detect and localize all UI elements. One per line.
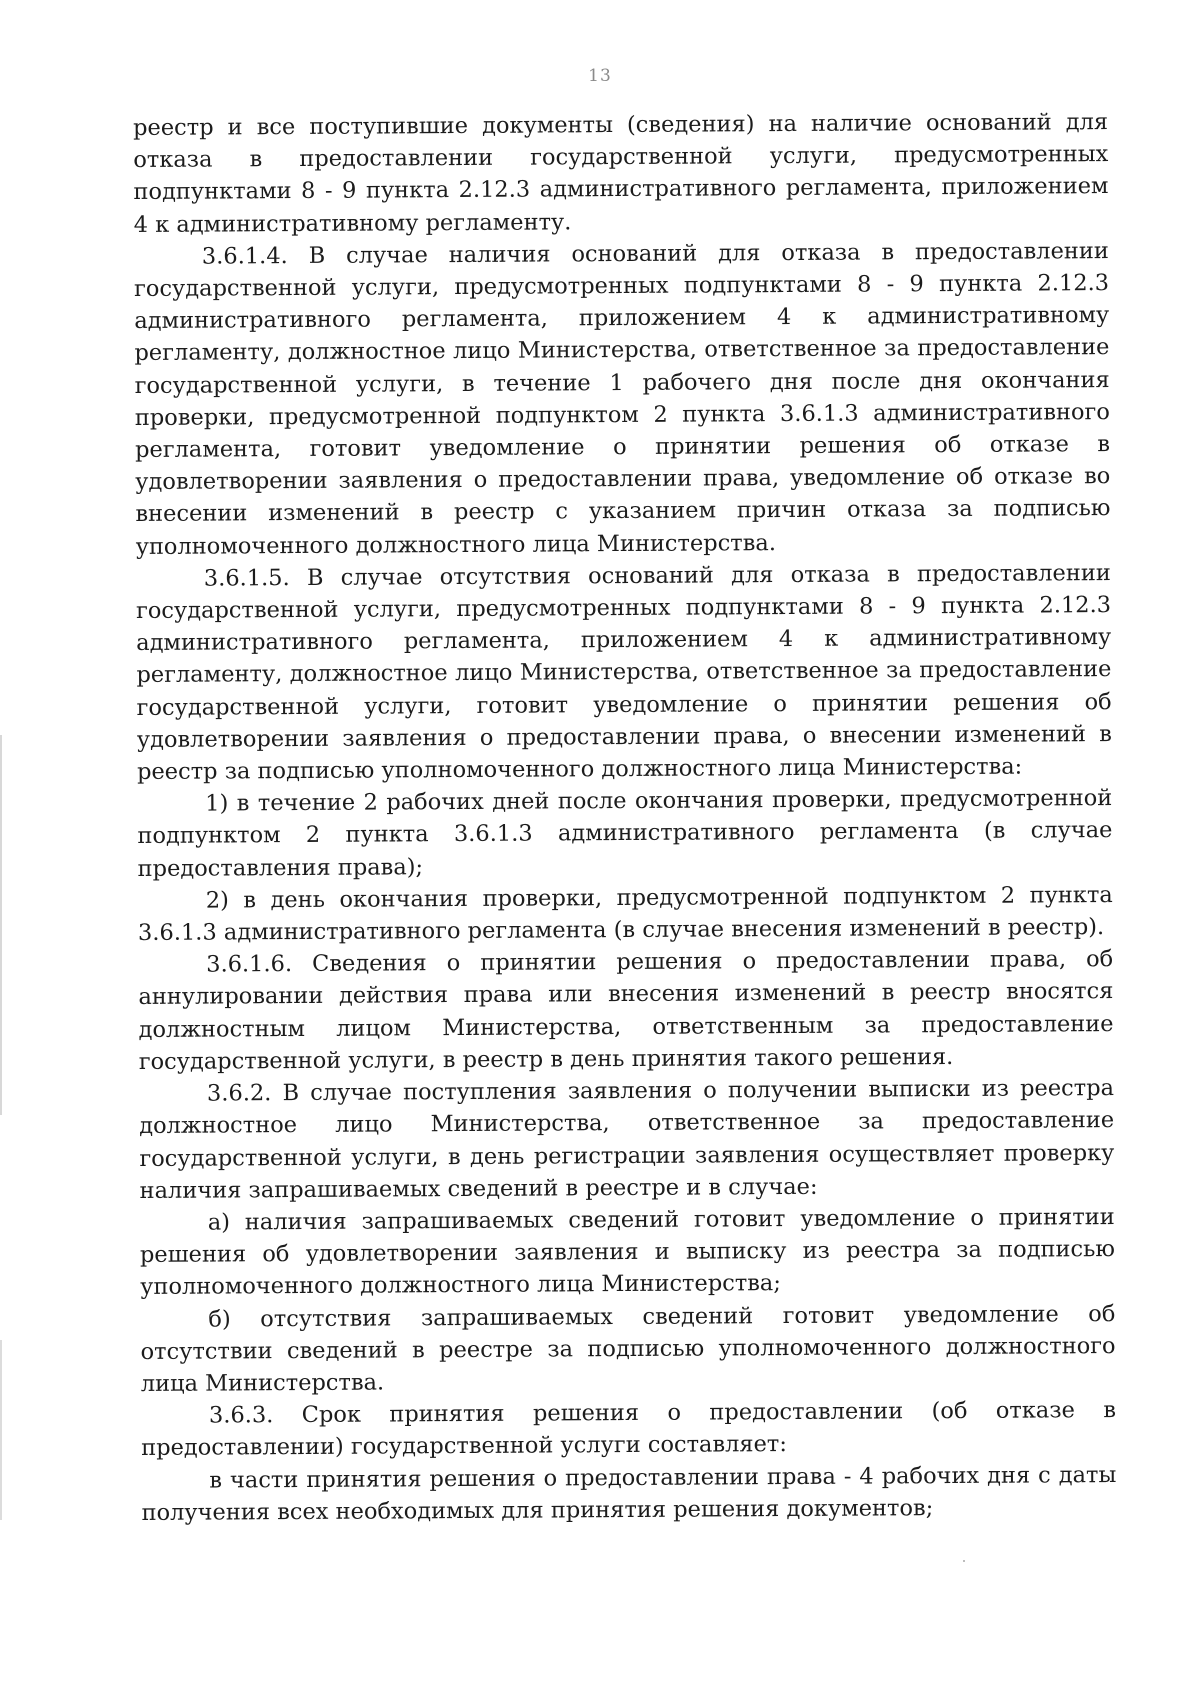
list-item-2: 2) в день окончания проверки, предусмотренной подпунктом 2 пункта 3.6.1.3 административного регламента (в случае внесения изменений в реестр). bbox=[137, 881, 1113, 947]
paragraph-3-6-1-5: 3.6.1.5. В случае отсутствия оснований для отказа в предоставлении государственной услуги, предусмотренных подпунктами 8 - 9 пункта 2.12.3 административного регламента, приложением 4 к административному регламенту, должностное лицо Министерства, ответственное за предоставление государственной услуги, готовит уведомление о принятии решения об удовлетворении заявления о предоставлении права, о внесении изменений в реестр за подписью уполномоченного должностного лица Министерства: bbox=[135, 559, 1112, 786]
scan-edge-mark bbox=[0, 1340, 2, 1520]
list-item-1: 1) в течение 2 рабочих дней после окончания проверки, предусмотренной подпунктом 2 пункта 3.6.1.3 административного регламента (в случае предоставления права); bbox=[137, 785, 1113, 882]
scan-edge-mark bbox=[0, 735, 2, 1115]
paragraph-3-6-3: 3.6.3. Срок принятия решения о предоставлении (об отказе в предоставлении) государственной услуги составляет: bbox=[141, 1397, 1117, 1462]
paragraph-3-6-1-6: 3.6.1.6. Сведения о принятии решения о предоставлении права, об аннулировании действия права или внесения изменений в реестр вносятся должностным лицом Министерства, ответственным за предоставление государственной услуги, в реестр в день принятия такого решения. bbox=[138, 946, 1114, 1075]
paragraph-term-provision: в части принятия решения о предоставлении права - 4 рабочих дня с даты получения всех необходимых для принятия решения документов; bbox=[141, 1461, 1117, 1526]
page-number: 13 bbox=[588, 66, 612, 86]
scan-speck bbox=[963, 1560, 965, 1562]
paragraph-continuation: реестр и все поступившие документы (сведения) на наличие оснований для отказа в предоставлении государственной услуги, предусмотренных подпунктами 8 - 9 пункта 2.12.3 административного регламента, приложением 4 к административному регламенту. bbox=[133, 109, 1109, 238]
paragraph-3-6-2: 3.6.2. В случае поступления заявления о получении выписки из реестра должностное лицо Министерства, ответственное за предоставление государственной услуги, в день регистрации заявления осуществляет проверку наличия запрашиваемых сведений в реестре и в случае: bbox=[139, 1075, 1115, 1204]
list-item-b: б) отсутствия запрашиваемых сведений готовит уведомление об отсутствии сведений в реестре за подписью уполномоченного должностного лица Министерства. bbox=[140, 1300, 1116, 1397]
document-body bbox=[133, 106, 1117, 1529]
list-item-a: а) наличия запрашиваемых сведений готовит уведомление о принятии решения об удовлетворении заявления и выписку из реестра за подписью уполномоченного должностного лица Министерства; bbox=[139, 1203, 1116, 1301]
paragraph-3-6-1-4: 3.6.1.4. В случае наличия оснований для отказа в предоставлении государственной услуги, предусмотренных подпунктами 8 - 9 пункта 2.12.3 административного регламента, приложением 4 к административному регламенту, должностное лицо Министерства, ответственное за предоставление государственной услуги, в течение 1 рабочего дня после дня окончания проверки, предусмотренной подпунктом 2 пункта 3.6.1.3 административного регламента, готовит уведомление о принятии решения об отказе в удовлетворении заявления о предоставлении права, уведомление об отказе во внесении изменений в реестр с указанием причин отказа за подписью уполномоченного должностного лица Министерства. bbox=[134, 237, 1111, 560]
